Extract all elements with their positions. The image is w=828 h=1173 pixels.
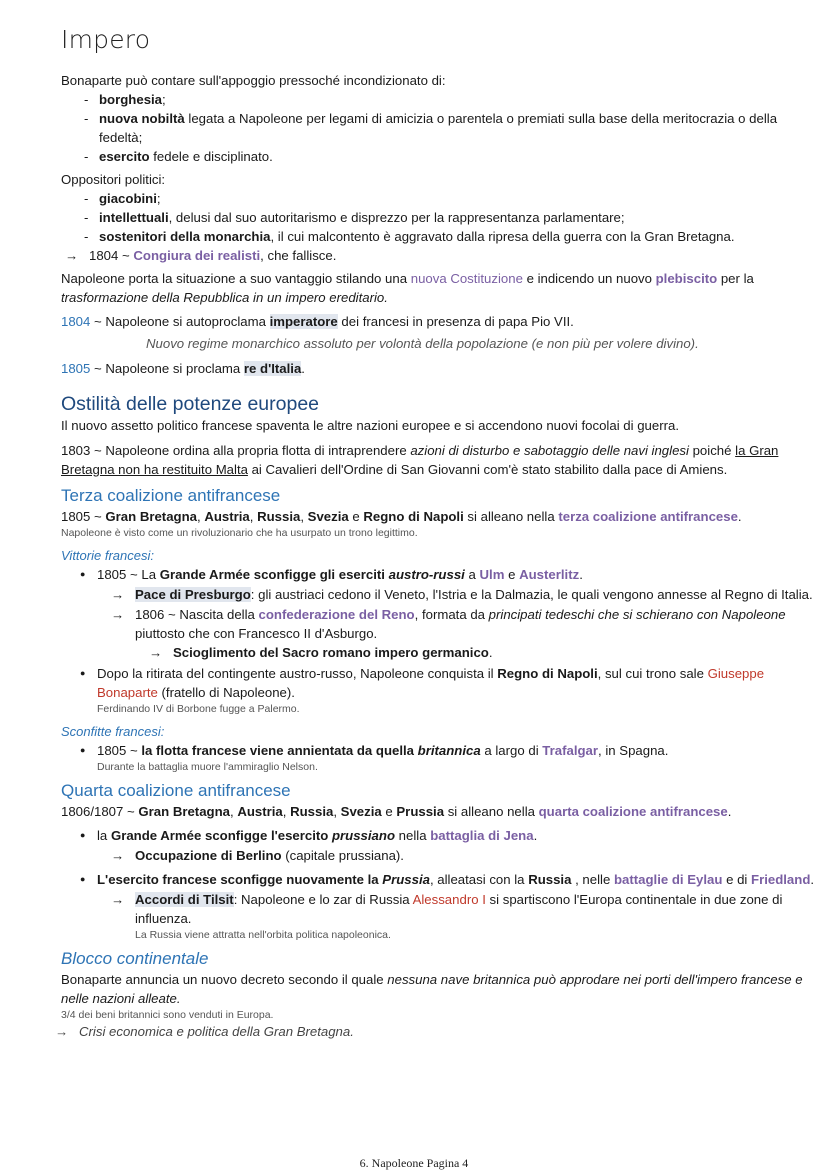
section-terza-heading: Terza coalizione antifrancese [61, 486, 281, 505]
italy-line: 1805 ~ Napoleone si proclama re d'Italia. [61, 361, 305, 376]
list-item: - esercito fedele e disciplinato. [81, 147, 816, 166]
support-intro: Bonaparte può contare sull'appoggio pressoché incondizionato di: [61, 73, 446, 88]
ostilita-text: Il nuovo assetto politico francese spaventa le altre nazioni europee e si accendono nuovi focolai di guerra. [61, 418, 680, 433]
sconfitte-list [61, 741, 816, 774]
berlino-line: → Occupazione di Berlino (capitale prussiana). [107, 846, 816, 865]
page-title: Impero [61, 25, 151, 54]
emperor-note: Nuovo regime monarchico assoluto per volontà della popolazione (e non più per volere divino). [146, 336, 699, 351]
opponents-intro: Oppositori politici: [61, 172, 166, 187]
trafalgar-note: Durante la battaglia muore l'ammiraglio Nelson. [97, 761, 318, 773]
list-item: - giacobini; [81, 189, 816, 208]
list-item: ● 1805 ~ la flotta francese viene annientata da quella britannica a largo di Trafalgar, in Spagna. Durante la battaglia muore l'ammiraglio Nelson. [79, 741, 816, 774]
congiura-line: → 1804 ~ Congiura dei realisti, che fallisce. [61, 246, 816, 265]
list-item: - borghesia; [81, 90, 816, 109]
page-footer: 6. Napoleone Pagina 4 [359, 1156, 469, 1170]
list-item: ● Dopo la ritirata del contingente austro-russo, Napoleone conquista il Regno di Napoli, sul cui trono sale Giuseppe Bonaparte (fratello di Napoleone). Ferdinando IV di Borbone fugge a Palermo. [79, 664, 816, 716]
napoli-note: Ferdinando IV di Borbone fugge a Palermo. [97, 703, 300, 715]
tilsit-line: → Accordi di Tilsit: Napoleone e lo zar di Russia Alessandro I si spartiscono l'Europa continentale in due zone di influenza. [107, 890, 816, 928]
list-item: ● la Grande Armée sconfigge l'esercito prussiano nella battaglia di Jena. → Occupazione di Berlino (capitale prussiana). [79, 826, 816, 865]
constitution-paragraph: Napoleone porta la situazione a suo vantaggio stilando una nuova Costituzione e indicendo un nuovo plebiscito per la trasformazione della Repubblica in un impero ereditario. [61, 271, 754, 305]
malta-paragraph: 1803 ~ Napoleone ordina alla propria flotta di intraprendere azioni di disturbo e sabotaggio delle navi inglesi poiché la Gran Bretagna non ha restituito Malta ai Cavalieri dell'Ordine di San Giovanni com'è stato stabilito dalla pace di Amiens. [61, 443, 779, 477]
emperor-line: 1804 ~ Napoleone si autoproclama imperatore dei francesi in presenza di papa Pio VII. [61, 314, 574, 329]
terza-note: Napoleone è visto come un rivoluzionario che ha usurpato un trono legittimo. [61, 527, 418, 539]
crisi-line: → Crisi economica e politica della Gran Bretagna. [51, 1022, 816, 1041]
scioglimento-line: → Scioglimento del Sacro romano impero germanico. [145, 643, 816, 662]
list-item: - intellettuali, delusi dal suo autoritarismo e disprezzo per la rappresentanza parlamentare; [81, 208, 816, 227]
terza-line: 1805 ~ Gran Bretagna, Austria, Russia, Svezia e Regno di Napoli si alleano nella terza coalizione antifrancese. [61, 509, 742, 524]
list-item: ● 1805 ~ La Grande Armée sconfigge gli eserciti austro-russi a Ulm e Austerlitz. → Pace di Presburgo: gli austriaci cedono il Veneto, l'Istria e la Dalmazia, le quali vengono annesse al Regno di Italia. → 1806 ~ Nascita della confederazione del Reno, formata da principati tedeschi che si schierano con Napoleone piuttosto che con Francesco II d'Asburgo. → Scioglimento del Sacro romano impero germanico. [79, 565, 816, 662]
vittorie-list [61, 565, 816, 716]
sconfitte-heading: Sconfitte francesi: [61, 724, 165, 739]
quarta-line: 1806/1807 ~ Gran Bretagna, Austria, Russia, Svezia e Prussia si alleano nella quarta coalizione antifrancese. [61, 804, 732, 819]
section-ostilita-heading: Ostilità delle potenze europee [61, 393, 320, 415]
blocco-paragraph: Bonaparte annuncia un nuovo decreto secondo il quale nessuna nave britannica può approdare nei porti dell'impero francese e nelle nazioni alleate. [61, 972, 803, 1006]
list-item: - sostenitori della monarchia, il cui malcontento è aggravato dalla ripresa della guerra con la Gran Bretagna. [81, 227, 816, 246]
section-quarta-heading: Quarta coalizione antifrancese [61, 781, 291, 800]
list-item: - nuova nobiltà legata a Napoleone per legami di amicizia o parentela o premiati sulla base della meritocrazia o della fedeltà; [81, 109, 816, 147]
document-page [61, 24, 816, 1041]
quarta-list [61, 826, 816, 942]
presburgo-line: → Pace di Presburgo: gli austriaci cedono il Veneto, l'Istria e la Dalmazia, le quali vengono annesse al Regno di Italia. [107, 585, 816, 604]
list-item: ● L'esercito francese sconfigge nuovamente la Prussia, alleatasi con la Russia , nelle battaglie di Eylau e di Friedland. → Accordi di Tilsit: Napoleone e lo zar di Russia Alessandro I si spartiscono l'Europa continentale in due zone di influenza. La Russia viene attratta nell'orbita politica napoleonica. [79, 870, 816, 942]
blocco-note: 3/4 dei beni britannici sono venduti in Europa. [61, 1009, 274, 1021]
support-list [61, 90, 816, 166]
section-blocco-heading: Blocco continentale [61, 949, 209, 968]
vittorie-heading: Vittorie francesi: [61, 548, 154, 563]
reno-line: → 1806 ~ Nascita della confederazione del Reno, formata da principati tedeschi che si schierano con Napoleone piuttosto che con Francesco II d'Asburgo. [107, 605, 816, 643]
tilsit-note: La Russia viene attratta nell'orbita politica napoleonica. [135, 929, 391, 941]
opponents-list [61, 189, 816, 246]
